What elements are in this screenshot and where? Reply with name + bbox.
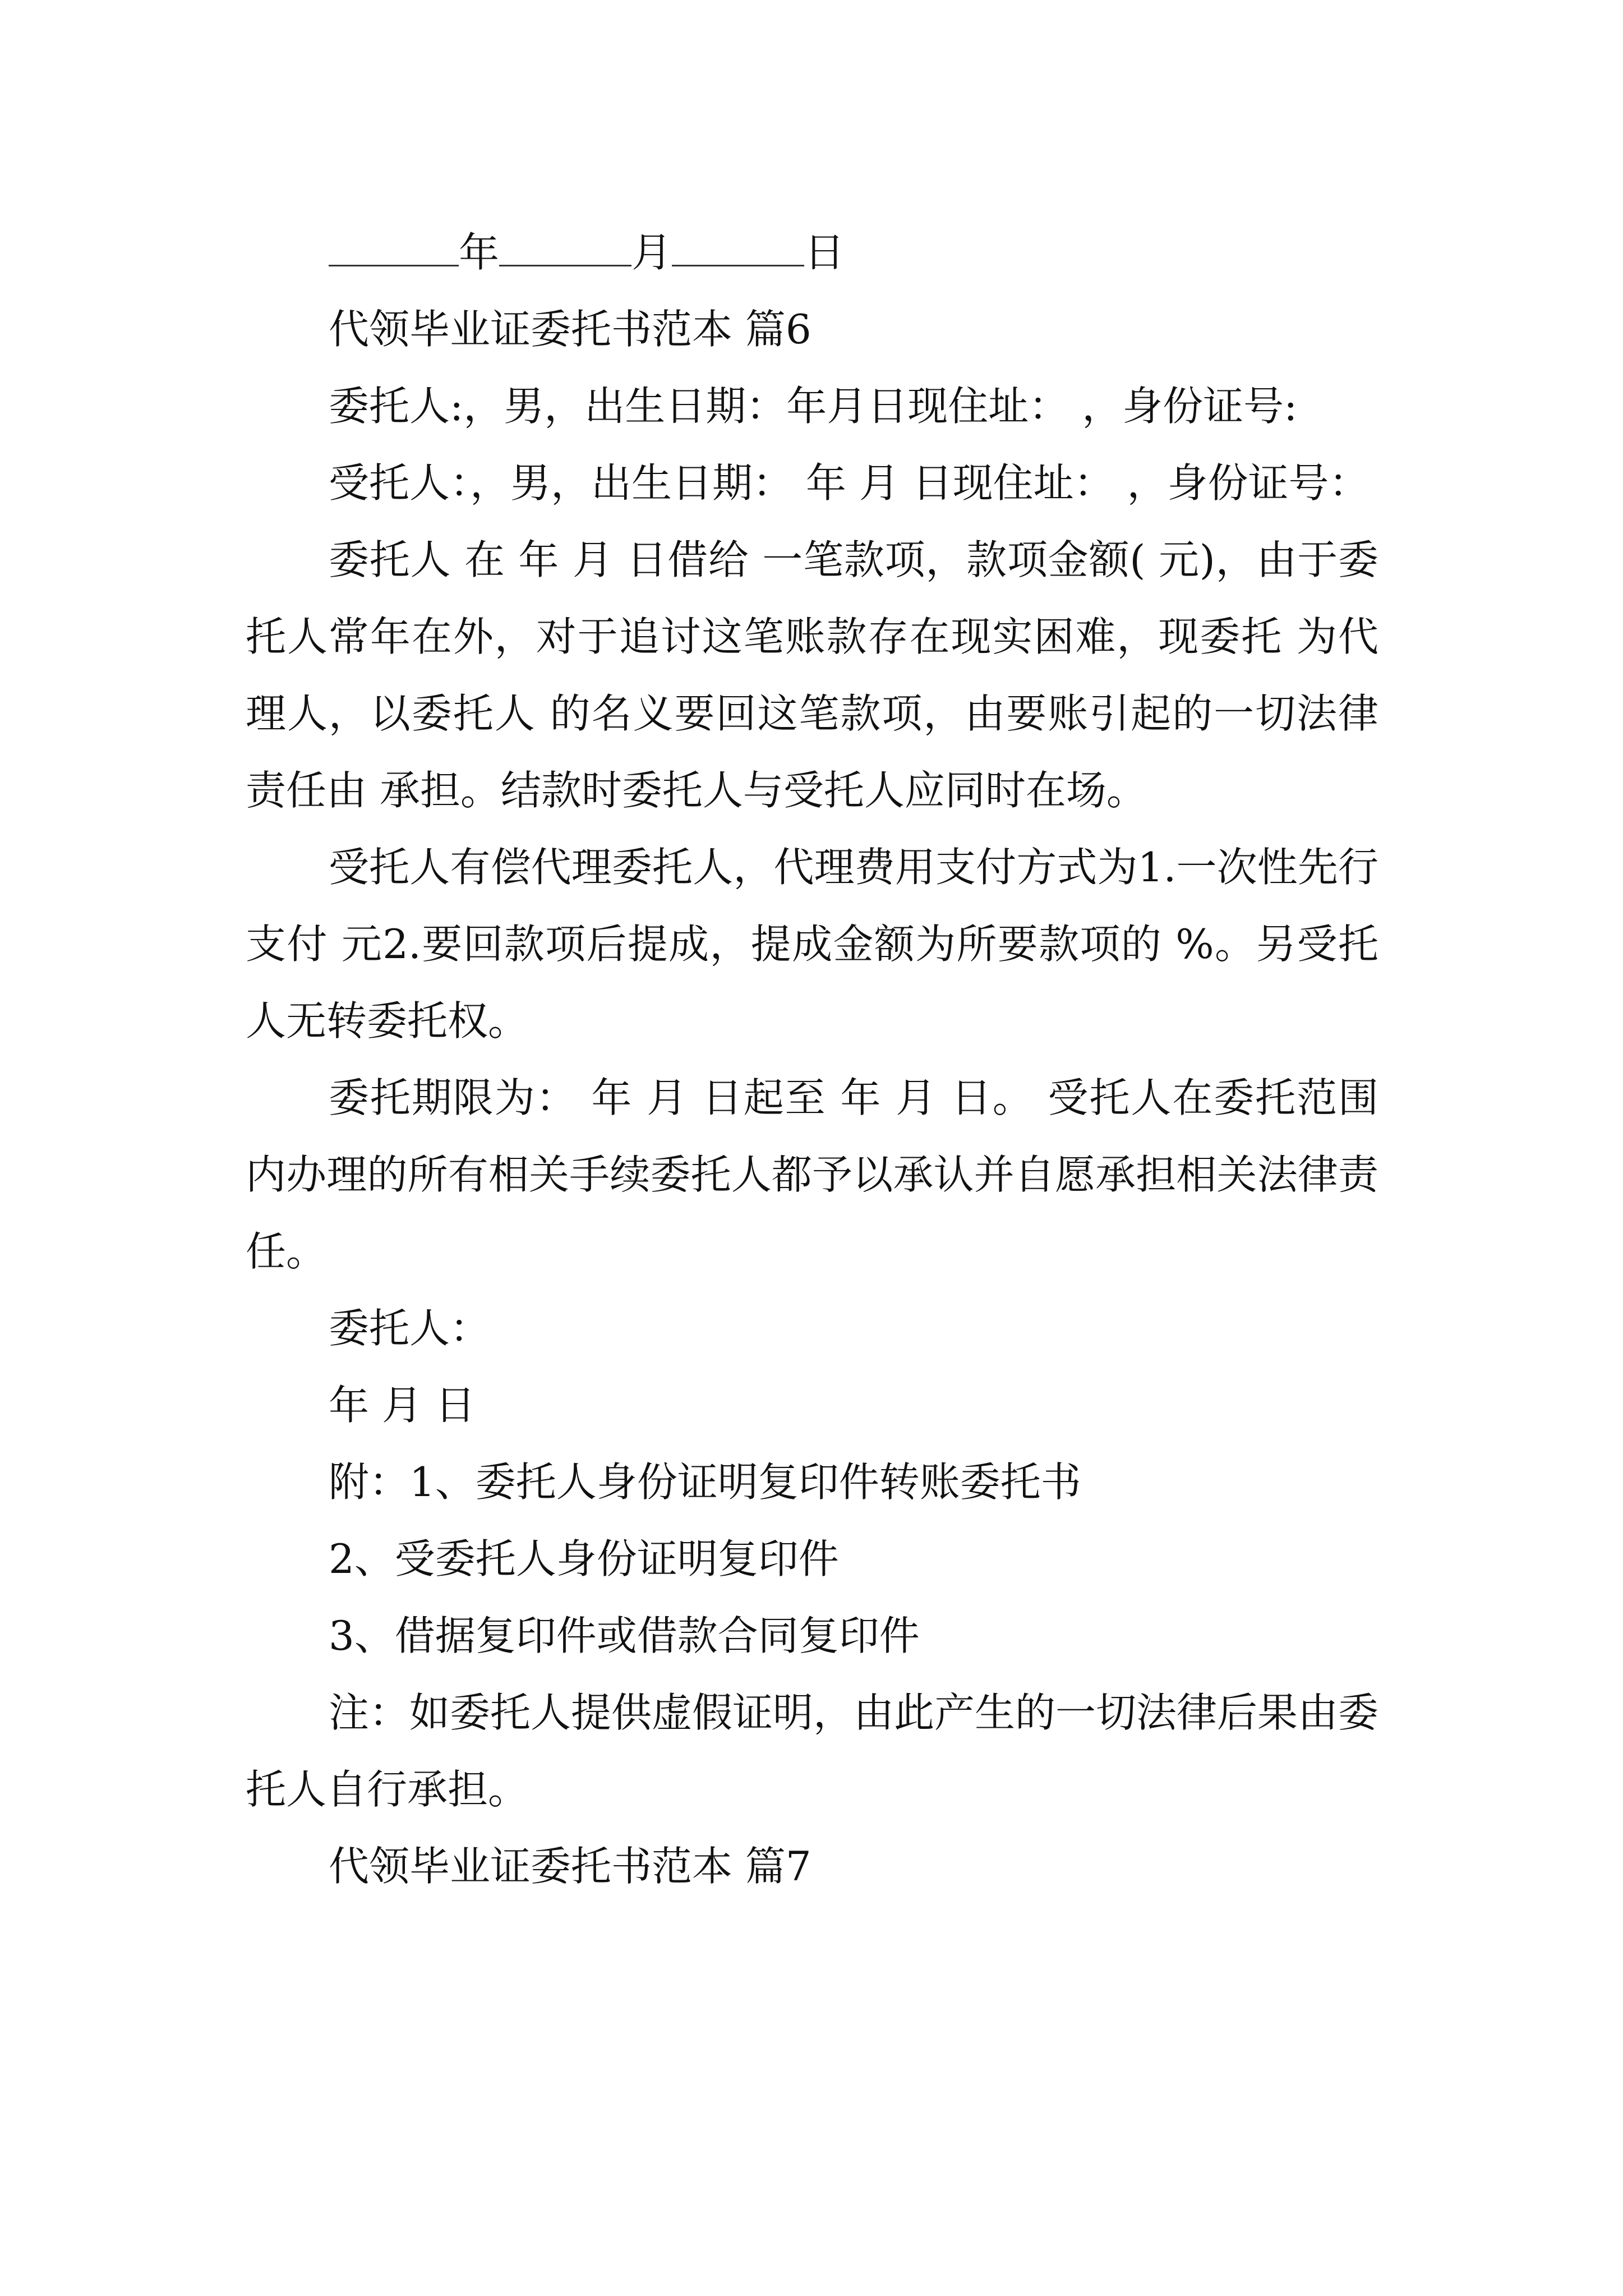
section-6-title: 代领毕业证委托书范本 篇6 bbox=[329, 306, 811, 353]
principal-info: 委托人:，男，出生日期：年月日现住址： ，身份证号: bbox=[329, 383, 1298, 430]
day-blank bbox=[672, 223, 804, 266]
year-label: 年 bbox=[459, 229, 500, 276]
attachment-1: 附：1、委托人身份证明复印件转账委托书 bbox=[329, 1458, 1081, 1506]
section-7-title: 代领毕业证委托书范本 篇7 bbox=[329, 1843, 811, 1890]
month-label: 月 bbox=[631, 229, 672, 276]
agent-info: 受托人：，男，出生日期： 年 月 日现住址： ，身份证号： bbox=[329, 459, 1370, 507]
principal-signature: 委托人： bbox=[329, 1305, 491, 1352]
fee-paragraph: 受托人有偿代理委托人，代理费用支付方式为1.一次性先行支付 元2.要回款项后提成，提成金额为所要款项的 %。另受托人无转委托权。 bbox=[246, 844, 1378, 1045]
attachment-2: 2、受委托人身份证明复印件 bbox=[329, 1535, 839, 1582]
document-body bbox=[246, 214, 1378, 1905]
term-paragraph: 委托期限为： 年 月 日起至 年 月 日。 受托人在委托范围内办理的所有相关手续委托人都予以承认并自愿承担相关法律责任。 bbox=[246, 1074, 1378, 1275]
signature-date: 年 月 日 bbox=[329, 1382, 476, 1429]
note-paragraph: 注：如委托人提供虚假证明，由此产生的一切法律后果由委托人自行承担。 bbox=[246, 1689, 1379, 1813]
month-blank bbox=[499, 223, 631, 266]
attachment-3: 3、借据复印件或借款合同复印件 bbox=[329, 1612, 920, 1659]
date-line bbox=[246, 214, 1378, 291]
day-label: 日 bbox=[804, 229, 845, 276]
loan-paragraph: 委托人 在 年 月 日借给 一笔款项，款项金额( 元)，由于委托人常年在外，对于追讨这笔账款存在现实困难，现委托 为代理人，以委托人 的名义要回这笔款项，由要账引起的一切法律责任由 承担。结款时委托人与受托人应同时在场。 bbox=[246, 536, 1378, 814]
year-blank bbox=[329, 223, 459, 266]
